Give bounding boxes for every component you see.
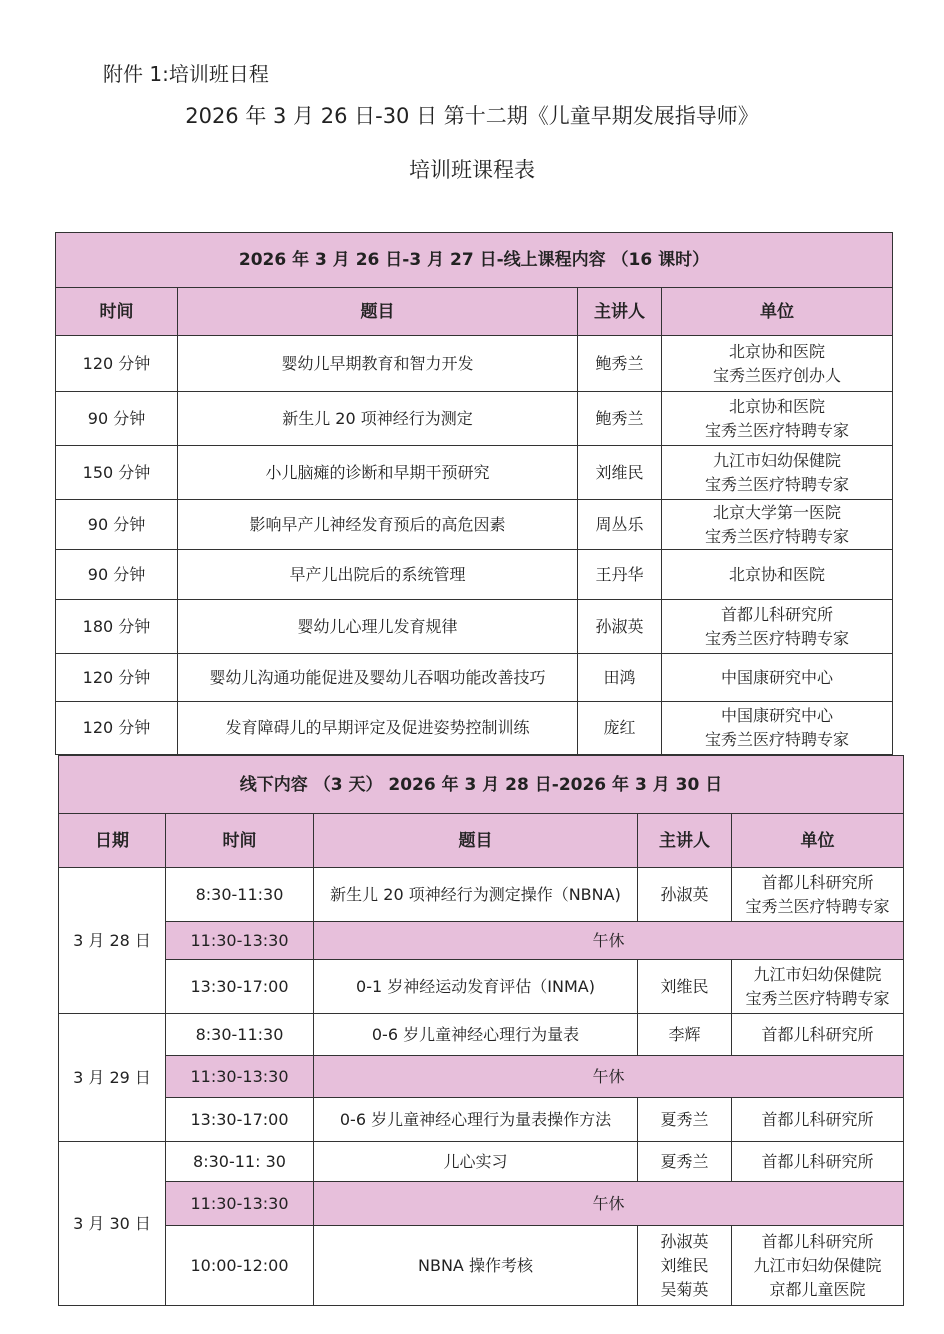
session-topic: 新生儿 20 项神经行为测定操作（NBNA) [314,868,638,922]
unit-line: 九江市妇幼保健院 [712,450,841,470]
session-time: 8:30-11:30 [166,868,314,922]
unit-line: 宝秀兰医疗特聘专家 [704,628,849,648]
table-row [59,1226,904,1306]
session-topic: NBNA 操作考核 [314,1226,638,1306]
session-time: 13:30-17:00 [166,1098,314,1142]
table-row [59,1098,904,1142]
speaker-line: 吴菊英 [660,1279,709,1299]
table-row [56,654,893,702]
offline-schedule-table [58,755,904,1306]
lunch-time: 11:30-13:30 [166,1056,314,1098]
table-row [56,336,893,392]
day-date: 3 月 29 日 [59,1014,166,1142]
lunch-label: 午休 [314,922,904,960]
header-unit: 单位 [662,288,893,336]
unit-line: 首都儿科研究所 [761,1231,874,1251]
unit-line: 中国康研究中心 [720,706,833,725]
header-speaker: 主讲人 [638,814,732,868]
row-unit [662,500,893,550]
row-time: 120 分钟 [56,654,178,702]
row-unit [662,392,893,446]
offline-section-title: 线下内容 （3 天） 2026 年 3 月 28 日-2026 年 3 月 30 日 [59,756,904,814]
table-row [56,600,893,654]
row-speaker: 孙淑英 [578,600,662,654]
table-row [56,702,893,755]
header-time: 时间 [166,814,314,868]
attachment-label: 附件 1:培训班日程 [103,62,269,86]
table-row [56,550,893,600]
day-date: 3 月 30 日 [59,1142,166,1306]
session-speaker [638,1226,732,1306]
unit-line: 宝秀兰医疗特聘专家 [704,420,849,440]
row-unit [662,702,893,755]
session-time: 8:30-11:30 [166,1014,314,1056]
row-speaker: 王丹华 [578,550,662,600]
online-schedule-table [55,232,893,755]
session-topic: 0-6 岁儿童神经心理行为量表操作方法 [314,1098,638,1142]
table-row [59,868,904,922]
session-time: 8:30-11: 30 [166,1142,314,1182]
row-topic: 早产儿出院后的系统管理 [178,550,578,600]
row-time: 120 分钟 [56,336,178,392]
session-unit: 首都儿科研究所 [732,1014,904,1056]
unit-line: 北京协和医院 [728,396,825,416]
row-time: 150 分钟 [56,446,178,500]
session-unit [732,1226,904,1306]
row-topic: 婴幼儿沟通功能促进及婴幼儿吞咽功能改善技巧 [178,654,578,702]
session-time: 10:00-12:00 [166,1226,314,1306]
session-unit [732,960,904,1014]
table-row [56,446,893,500]
session-time: 13:30-17:00 [166,960,314,1014]
header-time: 时间 [56,288,178,336]
session-speaker: 李辉 [638,1014,732,1056]
row-speaker: 刘维民 [578,446,662,500]
lunch-label: 午休 [314,1182,904,1226]
unit-line: 宝秀兰医疗特聘专家 [745,988,890,1008]
header-topic: 题目 [178,288,578,336]
row-speaker: 田鸿 [578,654,662,702]
online-section-title: 2026 年 3 月 26 日-3 月 27 日-线上课程内容 （16 课时） [56,233,893,288]
row-unit: 北京协和医院 [662,550,893,600]
unit-line: 宝秀兰医疗创办人 [712,365,841,385]
session-speaker: 刘维民 [638,960,732,1014]
unit-line: 宝秀兰医疗特聘专家 [745,896,890,916]
session-speaker: 夏秀兰 [638,1142,732,1182]
day-date: 3 月 28 日 [59,868,166,1014]
page-title: 2026 年 3 月 26 日-30 日 第十二期《儿童早期发展指导师》 [185,104,759,128]
header-unit: 单位 [732,814,904,868]
table-row [59,1142,904,1182]
unit-line: 北京协和医院 [728,341,825,361]
row-topic: 小儿脑瘫的诊断和早期干预研究 [178,446,578,500]
row-topic: 发育障碍儿的早期评定及促进姿势控制训练 [178,702,578,755]
unit-line: 北京大学第一医院 [712,502,841,522]
header-topic: 题目 [314,814,638,868]
row-time: 90 分钟 [56,550,178,600]
unit-line: 京都儿童医院 [769,1279,866,1299]
speaker-line: 刘维民 [660,1255,709,1275]
row-speaker: 鲍秀兰 [578,392,662,446]
row-time: 180 分钟 [56,600,178,654]
unit-line: 首都儿科研究所 [761,872,874,892]
session-unit: 首都儿科研究所 [732,1142,904,1182]
row-topic: 婴幼儿心理儿发育规律 [178,600,578,654]
lunch-label: 午休 [314,1056,904,1098]
unit-line: 首都儿科研究所 [720,604,833,624]
row-topic: 影响早产儿神经发育预后的高危因素 [178,500,578,550]
lunch-time: 11:30-13:30 [166,922,314,960]
row-unit: 中国康研究中心 [662,654,893,702]
session-speaker: 孙淑英 [638,868,732,922]
lunch-time: 11:30-13:30 [166,1182,314,1226]
session-topic: 0-6 岁儿童神经心理行为量表 [314,1014,638,1056]
unit-line: 宝秀兰医疗特聘专家 [704,474,849,494]
session-unit: 首都儿科研究所 [732,1098,904,1142]
unit-line: 九江市妇幼保健院 [753,1255,882,1275]
session-topic: 儿心实习 [314,1142,638,1182]
header-speaker: 主讲人 [578,288,662,336]
speaker-line: 孙淑英 [660,1231,709,1251]
lunch-row [59,1182,904,1226]
table-row [59,1014,904,1056]
row-speaker: 鲍秀兰 [578,336,662,392]
row-speaker: 周丛乐 [578,500,662,550]
row-time: 120 分钟 [56,702,178,755]
row-time: 90 分钟 [56,500,178,550]
lunch-row [59,922,904,960]
unit-line: 宝秀兰医疗特聘专家 [704,730,849,749]
session-speaker: 夏秀兰 [638,1098,732,1142]
unit-line: 宝秀兰医疗特聘专家 [704,526,849,546]
table-row [56,392,893,446]
row-time: 90 分钟 [56,392,178,446]
table-row [56,500,893,550]
header-date: 日期 [59,814,166,868]
table-row [59,960,904,1014]
row-unit [662,336,893,392]
row-speaker: 庞红 [578,702,662,755]
row-unit [662,446,893,500]
lunch-row [59,1056,904,1098]
row-topic: 婴幼儿早期教育和智力开发 [178,336,578,392]
row-topic: 新生儿 20 项神经行为测定 [178,392,578,446]
session-unit [732,868,904,922]
session-topic: 0-1 岁神经运动发育评估（INMA) [314,960,638,1014]
page-subtitle: 培训班课程表 [409,158,535,182]
row-unit [662,600,893,654]
unit-line: 九江市妇幼保健院 [753,964,882,984]
